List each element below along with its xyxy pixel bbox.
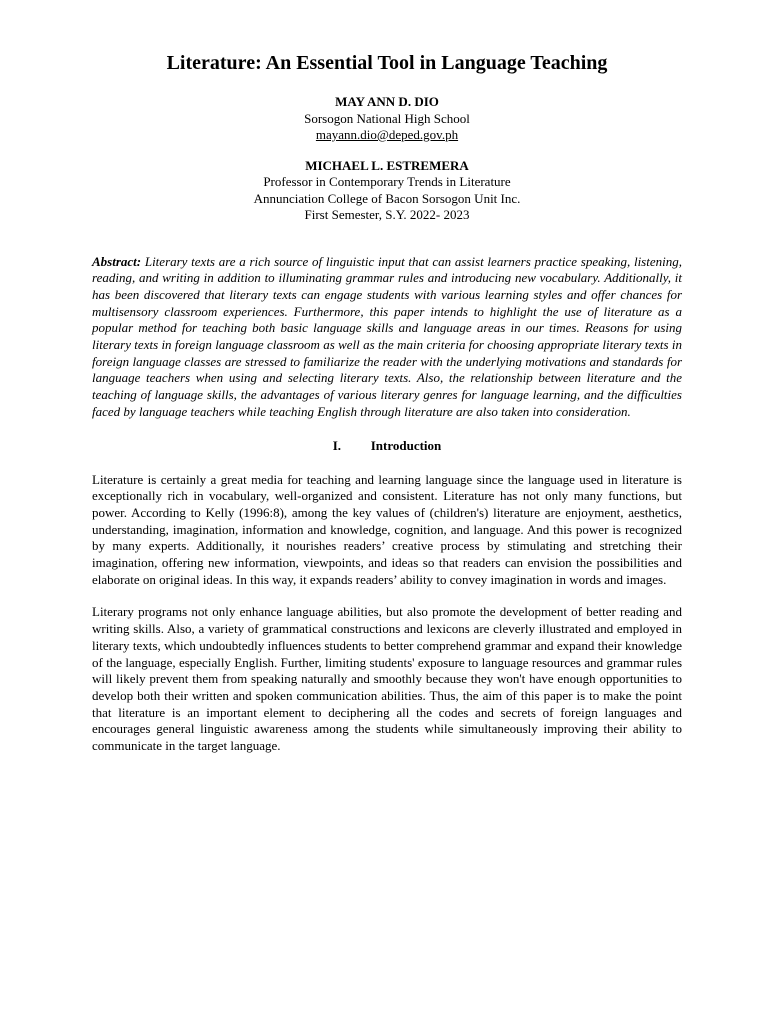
section-title: Introduction — [370, 437, 442, 453]
paper-title: Literature: An Essential Tool in Language Teaching — [166, 52, 608, 74]
author-affiliation: Annunciation College of Bacon Sorsogon Unit Inc. — [253, 190, 521, 206]
abstract-text: Literary texts are a rich source of linguistic input that can assist learners practice speaking, listening, reading, and writing in addition to illuminating grammar rules and introducing new vocabulary. Additionally, it has been discovered that literary texts can engage students with various learning styles and offer chances for multisensory classroom experiences. Furthermore, this paper intends to highlight the use of literature as a popular method for teaching both basic language skills and language areas in our times. Reasons for using literary texts in foreign language classroom as well as the main criteria for choosing appropriate literary texts in foreign language classes are stressed to familiarize the reader with the underlying motivations and standards for language teachers when using and selecting literary texts. Also, the relationship between literature and the teaching of language skills, the advantages of various literary genres for language learning, and the difficulties faced by language teachers while teaching English through literature are also taken into consideration. — [92, 253, 682, 419]
author-position: Professor in Contemporary Trends in Literature — [263, 174, 511, 189]
author-term: First Semester, S.Y. 2022- 2023 — [304, 207, 470, 222]
section-heading — [92, 438, 682, 454]
author-email-link[interactable]: mayann.dio@deped.gov.ph — [315, 127, 459, 142]
author-block-2 — [92, 158, 682, 224]
abstract-label: Abstract: — [92, 253, 142, 269]
section-number: I. — [332, 437, 342, 453]
abstract — [92, 254, 682, 421]
body-paragraph: Literary programs not only enhance language abilities, but also promote the development of better reading and writing skills. Also, a variety of grammatical constructions and lexicons are cleverly illustrated and employed in literary texts, which undoubtedly influences students to better comprehend grammar and expand their knowledge of the language, especially English. Further, limiting students' exposure to language resources and grammar rules will likely prevent them from speaking naturally and smoothly because they won't have enough opportunities to develop both their written and spoken communication abilities. Thus, the aim of this paper is to make the point that literature is an important element to deciphering all the codes and secrets of foreign languages and encourages general linguistic awareness among the students while simultaneously improving their ability to communicate in the target language. — [92, 604, 682, 754]
author-name: MAY ANN D. DIO — [335, 94, 439, 109]
author-block-1 — [92, 94, 682, 144]
author-name: MICHAEL L. ESTREMERA — [305, 157, 469, 173]
body-paragraph: Literature is certainly a great media for teaching and learning language since the language used in literature is exceptionally rich in vocabulary, well-organized and consistent. Literature has not only many functions, but power. According to Kelly (1996:8), among the key values of (children's) literature are enjoyment, aesthetics, understanding, imagination, information and knowledge, cognition, and language. And this power is recognized by many experts. Additionally, it nourishes readers’ creative process by stimulating and stretching their imagination, offering new information, viewpoints, and ideas so that readers can envision the possibilities and elaborate on original ideas. In this way, it expands readers’ ability to convey imagination in words and images. — [92, 471, 682, 587]
author-affiliation: Sorsogon National High School — [304, 110, 470, 126]
